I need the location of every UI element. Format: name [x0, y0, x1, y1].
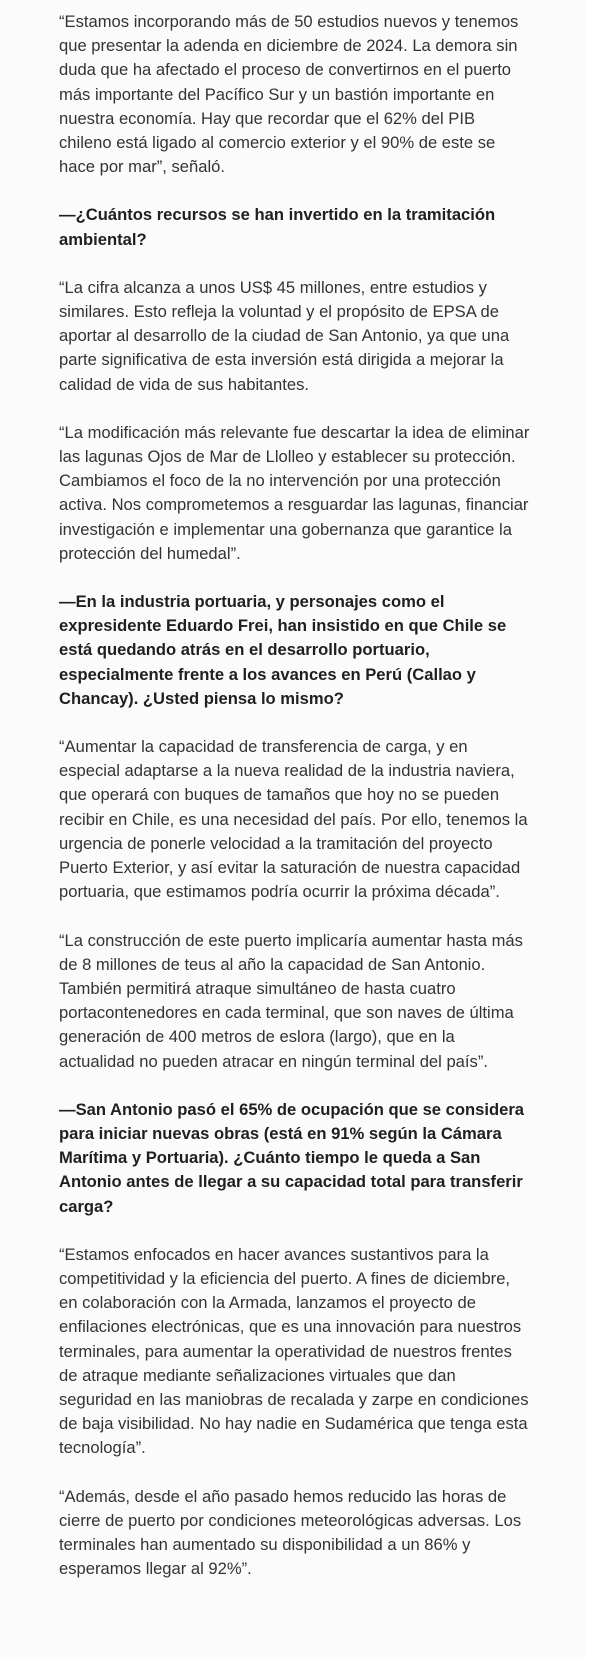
article-body	[59, 10, 569, 1581]
answer-paragraph: “La cifra alcanza a unos US$ 45 millones, entre estudios y similares. Esto refleja la voluntad y el propósito de EPSA de aportar al desarrollo de la ciudad de San Antonio, ya que una parte significativa de esta inversión está dirigida a mejorar la calidad de vida de sus habitantes.	[59, 277, 510, 394]
answer-paragraph: “La modificación más relevante fue descartar la idea de eliminar las lagunas Ojos de Mar de Llolleo y establecer su protección. Cambiamos el foco de la no intervención por una protección activa. Nos comprometemos a resguardar las lagunas, financiar investigación e implementar una gobernanza que garantice la protección del humedal”.	[59, 422, 530, 563]
answer-paragraph: “Estamos incorporando más de 50 estudios nuevos y tenemos que presentar la adenda en diciembre de 2024. La demora sin duda que ha afectado el proceso de convertirnos en el puerto más importante del Pacífico Sur y un bastión importante en nuestra economía. Hay que recordar que el 62% del PIB chileno está ligado al comercio exterior y el 90% de este se hace por mar”, señaló.	[59, 12, 519, 177]
question-paragraph: —San Antonio pasó el 65% de ocupación que se considera para iniciar nuevas obras (está en 91% según la Cámara Marítima y Portuaria). ¿Cuánto tiempo le queda a San Antonio antes de llegar a su capacidad total para transferir carga?	[59, 1099, 525, 1216]
answer-paragraph: “Aumentar la capacidad de transferencia de carga, y en especial adaptarse a la nueva realidad de la industria naviera, que operará con buques de tamaños que hoy no se pueden recibir en Chile, es una necesidad del país. Por ello, tenemos la urgencia de ponerle velocidad a la tramitación del proyecto Puerto Exterior, y así evitar la saturación de nuestra capacidad portuaria, que estimamos podría ocurrir la próxima década”.	[59, 737, 528, 902]
question-paragraph: —¿Cuántos recursos se han invertido en la tramitación ambiental?	[59, 205, 496, 249]
scroll-gutter	[585, 0, 610, 1660]
answer-paragraph: “Estamos enfocados en hacer avances sustantivos para la competitividad y la eficiencia del puerto. A fines de diciembre, en colaboración con la Armada, lanzamos el proyecto de enfilaciones electrónicas, que es una innovación para nuestros terminales, para aumentar la operatividad de nuestros frentes de atraque mediante señalizaciones virtuales que dan seguridad en las maniobras de recalada y zarpe en condiciones de baja visibilidad. No hay nadie en Sudamérica que tenga esta tecnología”.	[59, 1244, 529, 1458]
question-paragraph: —En la industria portuaria, y personajes como el expresidente Eduardo Frei, han insistido en que Chile se está quedando atrás en el desarrollo portuario, especialmente frente a los avances en Perú (Callao y Chancay). ¿Usted piensa lo mismo?	[59, 592, 507, 708]
answer-paragraph: “La construcción de este puerto implicaría aumentar hasta más de 8 millones de teus al año la capacidad de San Antonio. También permitirá atraque simultáneo de hasta cuatro portacontenedores en cada terminal, que son naves de última generación de 400 metros de eslora (largo), que en la actualidad no pueden atracar en ningún terminal del país”.	[59, 930, 523, 1071]
answer-paragraph: “Además, desde el año pasado hemos reducido las horas de cierre de puerto por condiciones meteorológicas adversas. Los terminales han aumentado su disponibilidad a un 86% y esperamos llegar al 92%”.	[59, 1486, 522, 1579]
